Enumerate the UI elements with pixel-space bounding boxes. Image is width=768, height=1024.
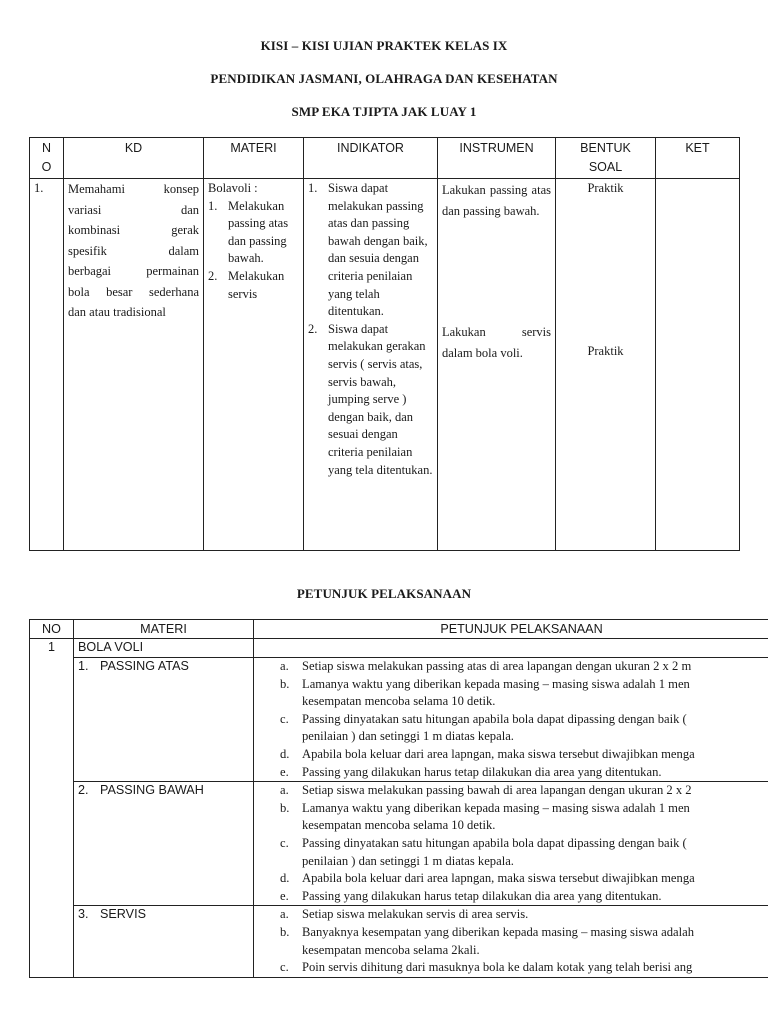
- materi-item-number: 2.: [208, 268, 218, 283]
- step-item: [280, 800, 768, 818]
- step-item: [280, 942, 768, 960]
- materi-item-text: Melakukan passing atas dan passing bawah.: [228, 198, 289, 266]
- step-item: [280, 676, 768, 694]
- group-title: BOLA VOLI: [74, 639, 254, 658]
- bentuk-1: Praktik: [587, 181, 624, 195]
- step-item: [280, 835, 768, 853]
- header-ket: KET: [656, 138, 740, 179]
- cell-kd: [64, 179, 204, 551]
- indikator-list: [308, 180, 433, 479]
- section-steps: [254, 658, 768, 782]
- cell-no: 1.: [30, 179, 64, 551]
- step-item: [280, 728, 768, 746]
- step-letter: [280, 693, 302, 711]
- step-letter: b.: [280, 924, 290, 939]
- step-letter: c.: [280, 711, 289, 726]
- step-item: [280, 693, 768, 711]
- step-text: Apabila bola keluar dari area lapngan, maka siswa tersebut diwajibkan menga: [302, 746, 695, 761]
- step-letter: c.: [280, 835, 289, 850]
- document-school: SMP EKA TJIPTA JAK LUAY 1: [291, 104, 477, 119]
- kd-line: bola besar sederhana: [68, 284, 199, 299]
- section-name: [74, 782, 254, 906]
- indikator-item-text: Siswa dapat melakukan gerakan servis ( servis atas, servis bawah, jumping serve ) dengan baik, dan sesuai dengan criteria penilaian yang tela ditentukan.: [328, 321, 433, 477]
- group-row: [30, 639, 768, 658]
- step-text: kesempatan mencoba selama 10 detik.: [302, 818, 496, 833]
- step-letter: b.: [280, 676, 290, 691]
- group-empty: [254, 639, 768, 658]
- section-steps: [254, 782, 768, 906]
- kd-line: kombinasi gerak: [68, 223, 199, 237]
- header-bentuk-soal: BENTUK SOAL: [556, 138, 656, 179]
- step-text: Banyaknya kesempatan yang diberikan kepada masing – masing siswa adalah: [302, 924, 695, 939]
- step-item: [280, 906, 768, 924]
- kd-line: Memahami konsep: [68, 182, 199, 196]
- step-letter: [280, 942, 302, 960]
- section-row: [30, 658, 768, 782]
- section-label: PASSING BAWAH: [100, 783, 204, 798]
- step-text: Passing dinyatakan satu hitungan apabila bola dapat dipassing dengan baik (: [302, 711, 687, 726]
- document-title: KISI – KISI UJIAN PRAKTEK KELAS IX: [260, 38, 508, 53]
- step-letter: a.: [280, 907, 289, 922]
- kd-line: berbagai permainan: [68, 264, 199, 278]
- header-materi: MATERI: [74, 620, 254, 639]
- step-text: Lamanya waktu yang diberikan kepada masing – masing siswa adalah 1 men: [302, 800, 690, 815]
- step-item: [280, 870, 768, 888]
- cell-ket: [656, 179, 740, 551]
- indikator-item-text: Siswa dapat melakukan passing atas dan passing bawah dengan baik, dan sesuia dengan criteria penilaian yang telah ditentukan.: [328, 181, 428, 319]
- step-letter: [280, 817, 302, 835]
- header-indikator: INDIKATOR: [304, 138, 438, 179]
- step-item: [280, 817, 768, 835]
- header-materi: MATERI: [204, 138, 304, 179]
- section-name: [74, 658, 254, 782]
- materi-title: Bolavoli :: [208, 181, 258, 195]
- step-text: Passing yang dilakukan harus tetap dilakukan dia area yang ditentukan.: [302, 888, 662, 903]
- step-letter: a.: [280, 659, 289, 673]
- indikator-item-number: 2.: [308, 321, 318, 336]
- petunjuk-table: [29, 619, 768, 978]
- section-number: 1.: [78, 659, 89, 673]
- section-steps: [254, 906, 768, 977]
- step-item: [280, 711, 768, 729]
- header-no: NO: [30, 620, 74, 639]
- bentuk-2: Praktik: [587, 343, 624, 358]
- section-label: PASSING ATAS: [100, 659, 189, 673]
- step-text: Setiap siswa melakukan servis di area servis.: [302, 907, 529, 922]
- step-item: [280, 782, 768, 800]
- step-item: [280, 888, 768, 906]
- step-letter: c.: [280, 960, 289, 975]
- cell-materi: [204, 179, 304, 551]
- indikator-item-number: 1.: [308, 181, 318, 195]
- step-letter: b.: [280, 800, 290, 815]
- step-letter: [280, 853, 302, 871]
- petunjuk-header-row: [30, 620, 768, 639]
- step-letter: e.: [280, 764, 289, 779]
- step-text: Setiap siswa melakukan passing bawah di area lapangan dengan ukuran 2 x 2: [302, 783, 692, 798]
- header-instrumen: INSTRUMEN: [438, 138, 556, 179]
- step-item: [280, 764, 768, 782]
- kd-line: variasi dan: [68, 202, 199, 217]
- section-number: 3.: [78, 907, 89, 922]
- step-text: Passing yang dilakukan harus tetap dilakukan dia area yang ditentukan.: [302, 764, 662, 779]
- step-text: penilaian ) dan setinggi 1 m diatas kepala.: [302, 853, 514, 868]
- indikator-item: [308, 321, 433, 479]
- step-text: penilaian ) dan setinggi 1 m diatas kepala.: [302, 729, 514, 744]
- step-item: [280, 658, 768, 676]
- step-text: Lamanya waktu yang diberikan kepada masing – masing siswa adalah 1 men: [302, 676, 690, 691]
- materi-list: [208, 198, 299, 304]
- section-name: [74, 906, 254, 977]
- step-item: [280, 853, 768, 871]
- step-letter: [280, 728, 302, 746]
- step-letter: e.: [280, 888, 289, 903]
- row-number: 1: [30, 639, 74, 978]
- kd-line: dan atau tradisional: [68, 305, 166, 319]
- materi-item: [208, 198, 299, 268]
- step-letter: a.: [280, 783, 289, 798]
- indikator-item: [308, 180, 433, 321]
- materi-item-text: Melakukan servis: [228, 268, 285, 301]
- instrumen-1: Lakukan passing atas dan passing bawah.: [442, 183, 551, 218]
- section-row: [30, 906, 768, 977]
- step-letter: d.: [280, 746, 290, 761]
- section-title: PETUNJUK PELAKSANAAN: [296, 586, 472, 601]
- kisi-header-row: [30, 138, 740, 179]
- step-text: Setiap siswa melakukan passing atas di area lapangan dengan ukuran 2 x 2 m: [302, 659, 692, 673]
- step-text: Poin servis dihitung dari masuknya bola ke dalam kotak yang telah berisi ang: [302, 960, 693, 975]
- step-text: Passing dinyatakan satu hitungan apabila bola dapat dipassing dengan baik (: [302, 835, 687, 850]
- step-item: [280, 959, 768, 977]
- section-number: 2.: [78, 783, 89, 798]
- step-text: kesempatan mencoba selama 2kali.: [302, 942, 480, 957]
- header-petunjuk: PETUNJUK PELAKSANAAN: [254, 620, 768, 639]
- cell-bentuk: [556, 179, 656, 551]
- document-subject: PENDIDIKAN JASMANI, OLAHRAGA DAN KESEHATAN: [210, 71, 558, 86]
- instrumen-2: Lakukan servis dalam bola voli.: [442, 325, 551, 360]
- section-row: [30, 782, 768, 906]
- materi-item-number: 1.: [208, 198, 218, 213]
- step-item: [280, 924, 768, 942]
- step-text: Apabila bola keluar dari area lapngan, maka siswa tersebut diwajibkan menga: [302, 871, 695, 886]
- step-letter: d.: [280, 871, 290, 886]
- materi-item: [208, 268, 299, 303]
- kisi-table: [29, 137, 740, 551]
- header-kd: KD: [64, 138, 204, 179]
- step-item: [280, 746, 768, 764]
- cell-indikator: [304, 179, 438, 551]
- step-text: kesempatan mencoba selama 10 detik.: [302, 694, 496, 709]
- kisi-row: [30, 179, 740, 551]
- kd-line: spesifik dalam: [68, 243, 199, 258]
- section-label: SERVIS: [100, 907, 146, 922]
- header-no: N O: [30, 138, 64, 179]
- cell-instrumen: [438, 179, 556, 551]
